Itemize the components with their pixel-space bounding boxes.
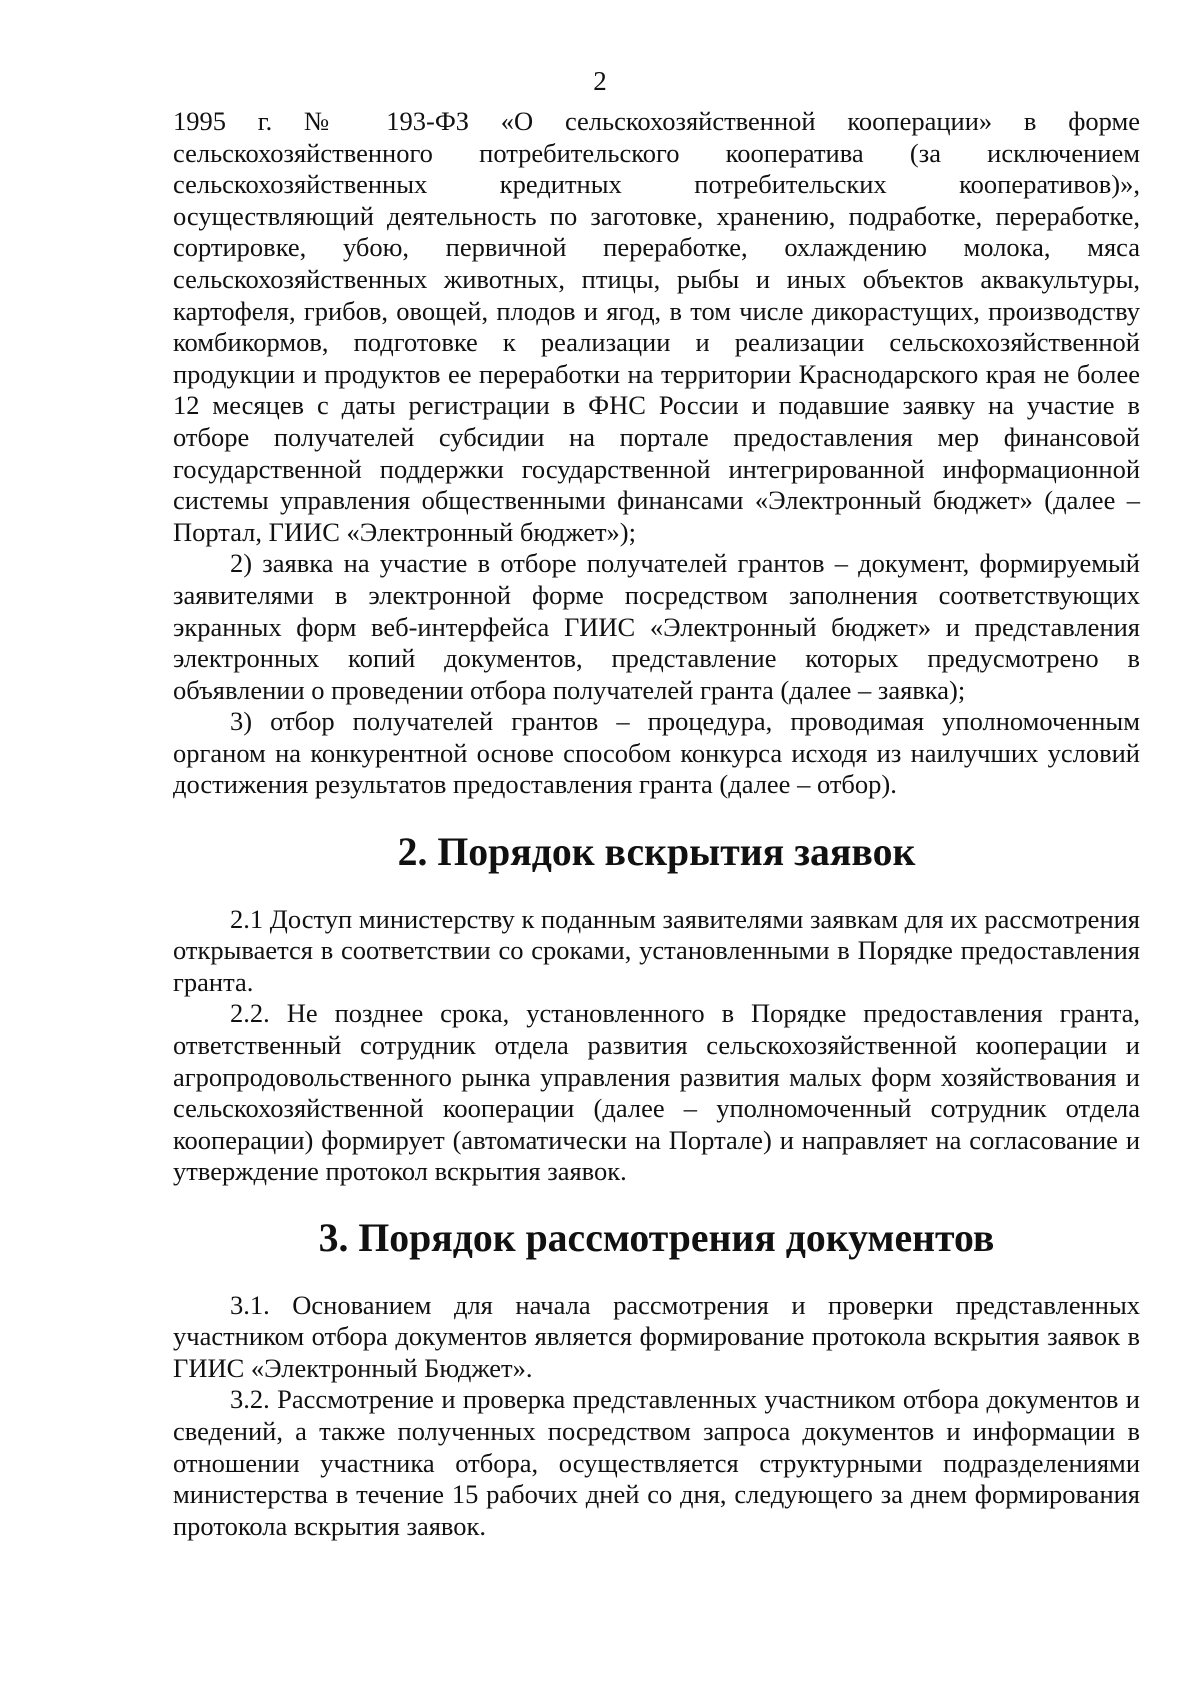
page-number: 2 — [593, 66, 607, 96]
paragraph-2-2: 2.2. Не позднее срока, установленного в Порядке предоставления гранта, ответственный сотрудник отдела развития сельскохозяйственной кооперации и агропродовольственного рынка управления развития малых форм хозяйствования и сельскохозяйственной кооперации (далее – уполномоченный сотрудник отдела кооперации) формирует (автоматически на Портале) и направляет на согласование и утверждение протокол вскрытия заявок. — [173, 998, 1140, 1187]
paragraph-3-1: 3.1. Основанием для начала рассмотрения и проверки представленных участником отбора документов является формирование протокола вскрытия заявок в ГИИС «Электронный Бюджет». — [173, 1289, 1140, 1383]
section-heading-3: 3. Порядок рассмотрения документов — [318, 1216, 995, 1260]
paragraph-2-1: 2.1 Доступ министерству к поданным заявителями заявкам для их рассмотрения открывается в соответствии со сроками, установленными в Порядке предоставления гранта. — [173, 903, 1140, 997]
document-body — [173, 106, 1140, 1542]
paragraph-definition-3: 3) отбор получателей грантов – процедура, проводимая уполномоченным органом на конкурентной основе способом конкурса исходя из наилучших условий достижения результатов предоставления гранта (далее – отбор). — [173, 706, 1140, 800]
paragraph-definition-1-continued: 1995 г. № 193-ФЗ «О сельскохозяйственной кооперации» в форме сельскохозяйственного потребительского кооператива (за исключением сельскохозяйственных кредитных потребительских кооперативов)», осуществляющий деятельность по заготовке, хранению, подработке, переработке, сортировке, убою, первичной переработке, охлаждению молока, мяса сельскохозяйственных животных, птицы, рыбы и иных объектов аквакультуры, картофеля, грибов, овощей, плодов и ягод, в том числе дикорастущих, производству комбикормов, подготовке к реализации и реализации сельскохозяйственной продукции и продуктов ее переработки на территории Краснодарского края не более 12 месяцев с даты регистрации в ФНС России и подавшие заявку на участие в отборе получателей субсидии на портале предоставления мер финансовой государственной поддержки государственной интегрированной информационной системы управления общественными финансами «Электронный бюджет» (далее – Портал, ГИИС «Электронный бюджет»); — [173, 106, 1140, 547]
paragraph-3-2: 3.2. Рассмотрение и проверка представленных участником отбора документов и сведений, а также полученных посредством запроса документов и информации в отношении участника отбора, осуществляется структурными подразделениями министерства в течение 15 рабочих дней со дня, следующего за днем формирования протокола вскрытия заявок. — [173, 1384, 1140, 1541]
paragraph-definition-2: 2) заявка на участие в отборе получателей грантов – документ, формируемый заявителями в электронной форме посредством заполнения соответствующих экранных форм веб-интерфейса ГИИС «Электронный бюджет» и представления электронных копий документов, представление которых предусмотрено в объявлении о проведении отбора получателей гранта (далее – заявка); — [173, 548, 1140, 705]
section-heading-2: 2. Порядок вскрытия заявок — [397, 830, 916, 875]
